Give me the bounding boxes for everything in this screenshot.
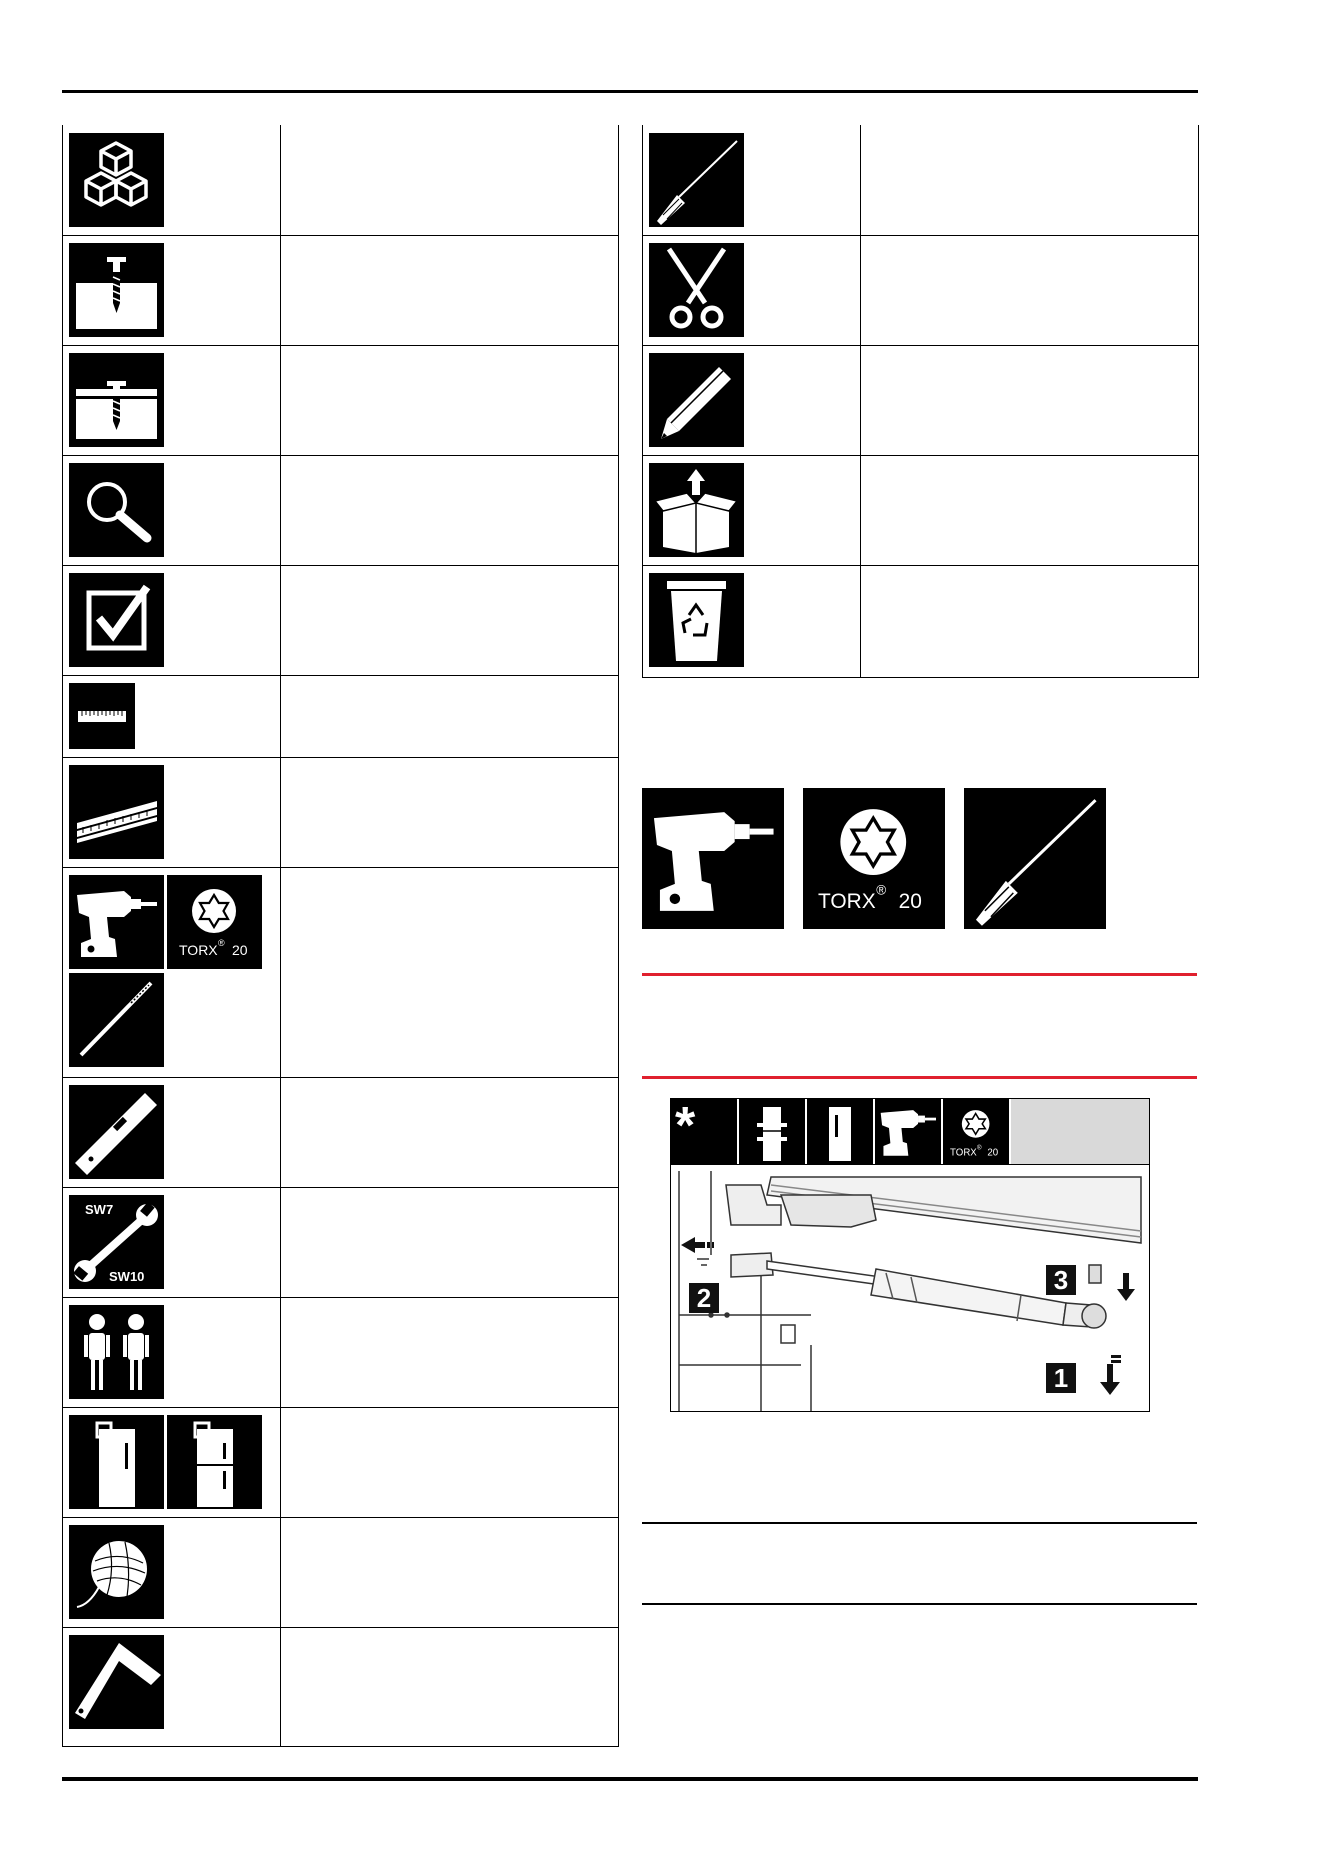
svg-text:SW7: SW7 [85, 1202, 114, 1217]
table-row [63, 1187, 618, 1298]
right-symbol-table [642, 125, 1199, 678]
unpack-box-icon [649, 463, 744, 557]
spirit-level-icon [69, 1085, 164, 1179]
appliance-double-door-icon [739, 1099, 807, 1164]
folding-rule-icon [69, 765, 164, 859]
svg-text:®: ® [218, 938, 225, 948]
section-rule-bottom [642, 1603, 1197, 1605]
svg-text:TORX: TORX [179, 942, 218, 958]
torx-bit-icon [943, 1099, 1011, 1164]
two-persons-icon [69, 1305, 164, 1399]
magnifier-icon [69, 463, 164, 557]
table-row [643, 455, 1198, 566]
svg-text:*: * [675, 1099, 696, 1155]
warning-rule-top [642, 973, 1197, 976]
screwdriver-icon [964, 788, 1106, 929]
asterisk-icon [671, 1099, 739, 1164]
svg-text:20: 20 [987, 1147, 999, 1159]
svg-text:TORX: TORX [817, 889, 876, 913]
pencil-icon [649, 353, 744, 447]
table-row [63, 1297, 618, 1408]
svg-text:®: ® [977, 1144, 982, 1152]
cubes-icon [69, 133, 164, 227]
gas-spring-drawing [671, 1165, 1149, 1411]
svg-text:®: ® [876, 882, 887, 898]
left-symbol-table [62, 125, 619, 1747]
table-row [643, 235, 1198, 346]
table-row [63, 757, 618, 868]
table-row [643, 565, 1198, 677]
svg-text:20: 20 [232, 942, 248, 958]
table-row [63, 455, 618, 566]
table-row [643, 125, 1198, 236]
checkbox-icon [69, 573, 164, 667]
svg-text:SW10: SW10 [109, 1269, 145, 1284]
gas-spring-illustration [670, 1098, 1150, 1412]
cordless-drill-icon [642, 788, 784, 929]
drill-bit-icon [69, 973, 164, 1067]
header-rule [62, 90, 1198, 93]
ruler-icon [69, 683, 135, 749]
wrench-icon [69, 1195, 164, 1289]
appliance-double-door-icon [167, 1415, 262, 1509]
torx-bit-icon [803, 788, 945, 929]
cordless-drill-icon [69, 875, 164, 969]
table-row [63, 1627, 618, 1745]
svg-text:TORX: TORX [950, 1147, 977, 1159]
table-row [63, 235, 618, 346]
table-row [63, 125, 618, 236]
step-1-badge: 1 [1046, 1363, 1076, 1393]
torx-bit-icon [167, 875, 262, 969]
angle-icon [69, 1635, 164, 1729]
step-3-badge: 3 [1046, 1265, 1076, 1295]
table-row [63, 345, 618, 456]
appliance-single-door-icon [69, 1415, 164, 1509]
footer-rule [62, 1777, 1198, 1781]
recycle-bin-icon [649, 573, 744, 667]
table-row [63, 675, 618, 758]
table-row [643, 345, 1198, 456]
svg-text:20: 20 [898, 889, 922, 913]
screw-in-wood-icon [69, 243, 164, 337]
appliance-single-door-icon [807, 1099, 875, 1164]
table-row [63, 1517, 618, 1628]
table-row [63, 1407, 618, 1518]
step-2-badge: 2 [689, 1283, 719, 1313]
cordless-drill-icon [875, 1099, 943, 1164]
warning-rule-bottom [642, 1076, 1197, 1079]
table-row [63, 565, 618, 676]
table-row [63, 1077, 618, 1188]
scissors-icon [649, 243, 744, 337]
table-row [63, 867, 618, 1078]
section-rule-top [642, 1522, 1197, 1524]
screw-in-panel-icon [69, 353, 164, 447]
screwdriver-icon [649, 133, 744, 227]
illustration-header [671, 1099, 1149, 1165]
string-ball-icon [69, 1525, 164, 1619]
